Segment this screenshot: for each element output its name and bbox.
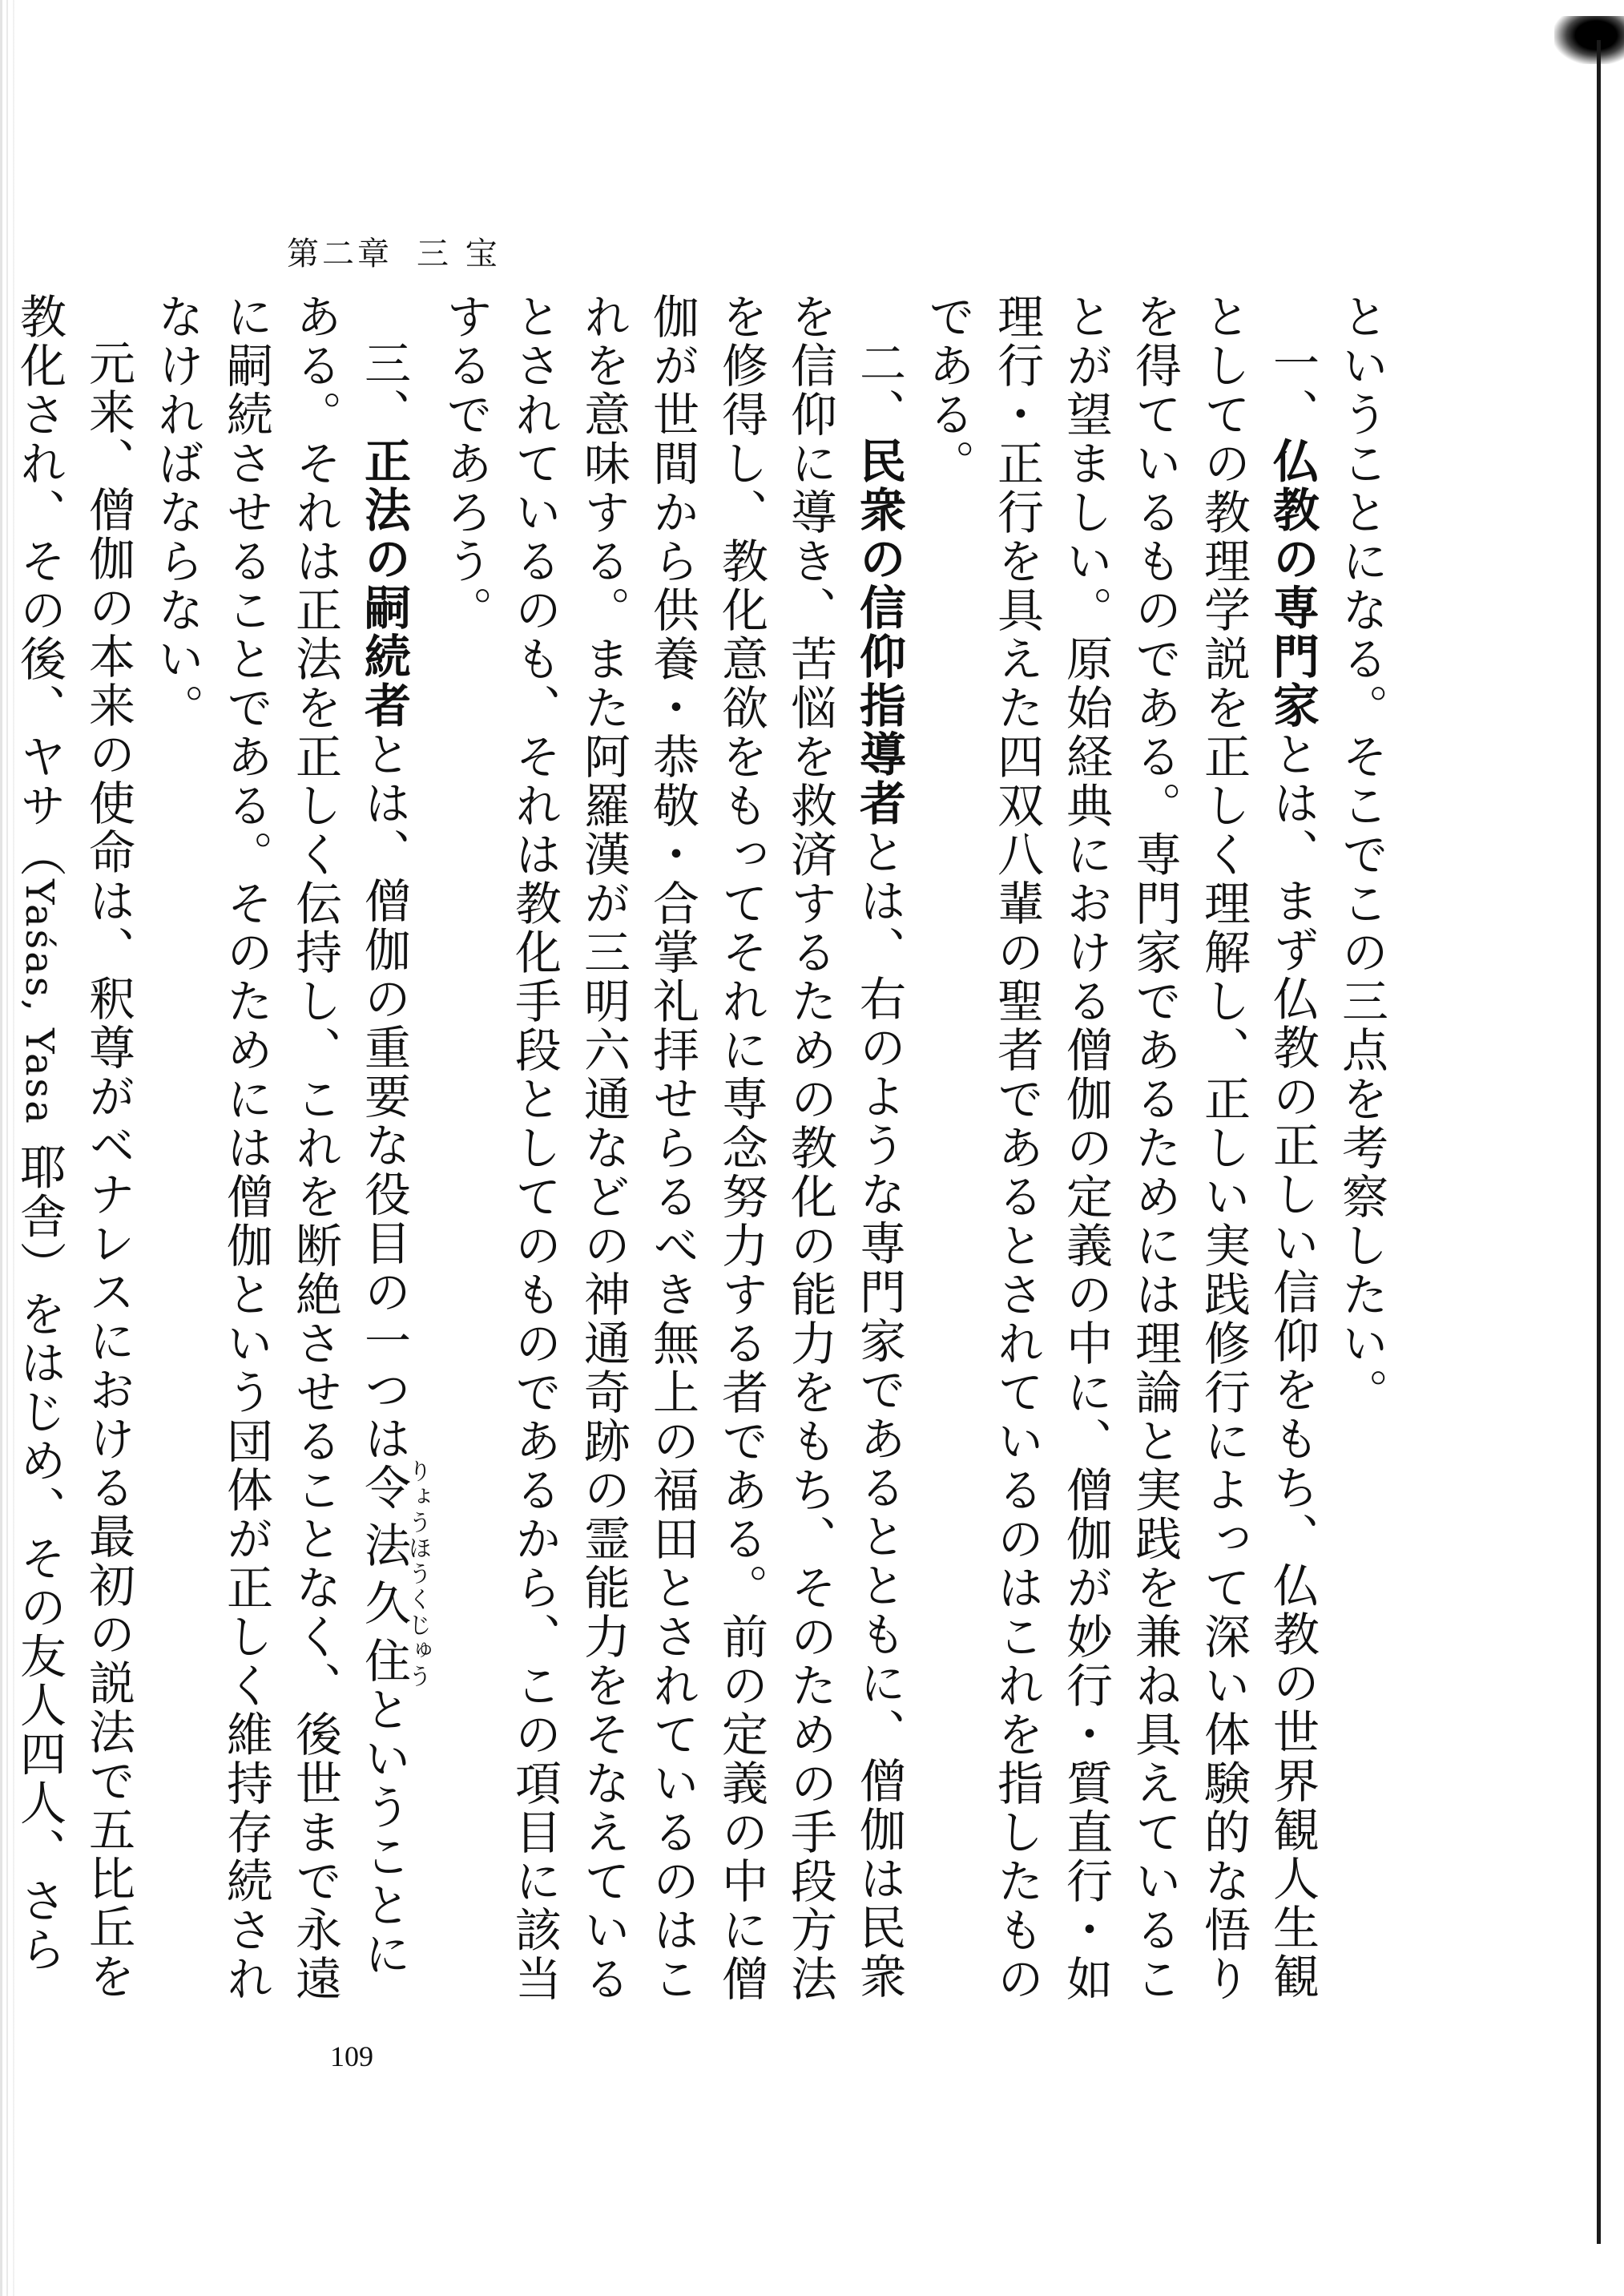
paragraph — [0, 293, 143, 2016]
body-text — [0, 293, 1396, 2016]
scan-binding-line — [1597, 40, 1601, 2244]
latin-term: Yaśas, Yasa — [17, 879, 62, 1126]
scan-binding-shadow — [1554, 16, 1624, 64]
text-run: とは、僧伽の重要な役目の一つは — [357, 730, 411, 1463]
bold-term: 正法の嗣続者 — [357, 437, 411, 730]
page-number: 109 — [330, 2040, 373, 2072]
running-head — [287, 228, 501, 274]
text-run: 一、 — [1265, 339, 1320, 437]
text-run: とは、まず仏教の正しい信仰をもち、仏教の世界観人生観としての教理学説を正しく理解し、正しい実践修行によって深い体験的な悟りを得ているものである。専門家であるためには理論と実践を兼ね具えていることが望ましい。原始経典における僧伽の定義の中に、僧伽が妙行・質直行・如理行・正行を具えた四双八輩の聖者であるとされているのはこれを指したものである。 — [921, 293, 1320, 2003]
ruby-base: 令法久住 — [357, 1459, 411, 1690]
ruby-term — [357, 1459, 433, 1690]
running-head-chapter: 第二章 — [287, 236, 393, 272]
bold-term: 民衆の信仰指導者 — [852, 437, 906, 828]
bold-term: 仏教の専門家 — [1265, 437, 1320, 730]
text-run: 二、 — [852, 339, 906, 437]
text-run: ということにある。それは正法を正しく伝持し、これを断絶させることなく、後世まで永遠に嗣続させることである。そのためには僧伽という団体が正しく維持存続されなければならない。 — [150, 293, 411, 2003]
text-run: 三、 — [357, 339, 411, 437]
text-run: とは、右のような専門家であるとともに、僧伽は民衆を信仰に導き、苦悩を救済するための教化の能力をもち、そのための手段方法を修得し、教化意欲をもってそれに専念努力する者である。前の定義の中に僧伽が世間から供養・恭敬・合掌礼拝せらるべき無上の福田とされているのはこれを意味する。また阿羅漢が三明六通などの神通奇跡の霊能力をそなえているとされているのも、それは教化手段としてのものであるから、この項目に該当するであろう。 — [438, 293, 906, 2003]
running-head-title: 三 宝 — [417, 236, 501, 272]
text-run: 耶舎）をはじめ、その友人四人、さら — [12, 1143, 66, 1975]
paragraph — [431, 293, 913, 2016]
text-run: 元来、僧伽の本来の使命は、釈尊がベナレスにおける最初の説法で五比丘を教化され、その後、ヤサ（ — [12, 293, 135, 2001]
text-run: ということになる。そこでこの三点を考察したい。 — [1334, 293, 1388, 1417]
paragraph — [1327, 293, 1396, 2016]
paragraph — [913, 293, 1327, 2016]
paragraph — [143, 293, 431, 2016]
ruby-reading: りょうほうくじゅう — [405, 1459, 433, 1690]
